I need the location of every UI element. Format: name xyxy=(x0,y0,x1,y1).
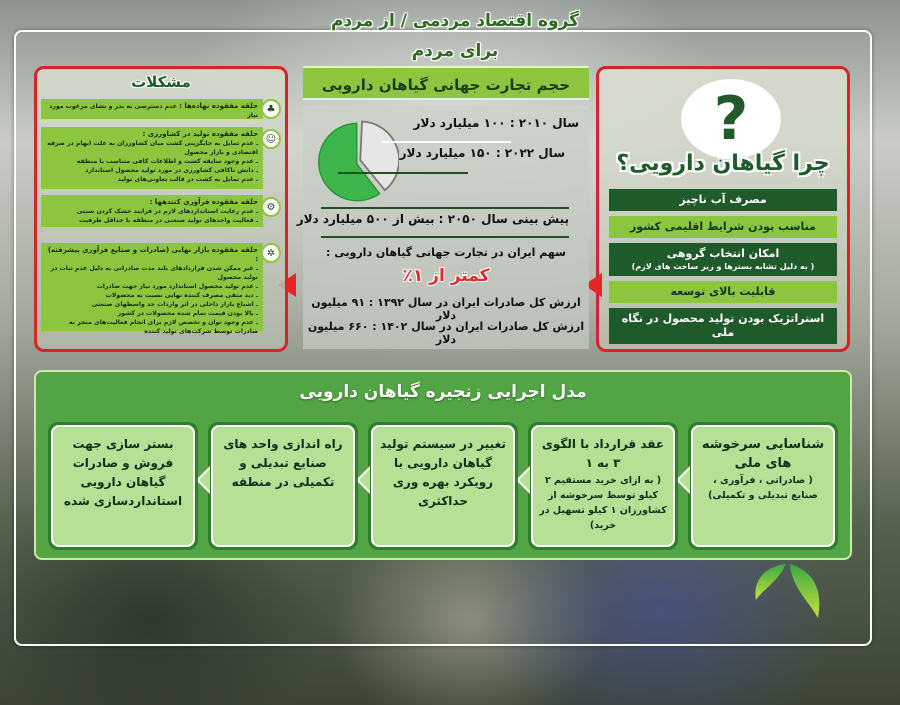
why-item-label: امکان انتخاب گروهی xyxy=(666,247,780,260)
problem-heading: حلقه مفقوده فرآوری کنندهها : xyxy=(149,198,258,206)
problem-line: ـ عدم تمایل به کشت در قالب تعاونی‌های تولید xyxy=(117,176,258,183)
page-title: گروه اقتصاد مردمی / از مردم برای مردم xyxy=(330,11,580,61)
chevron-left-icon xyxy=(516,466,530,494)
problem-heading: حلقه مفقوده بازار نهایی (صادرات و صنایع فرآوری پیشرفته) : xyxy=(47,246,258,263)
divider xyxy=(321,236,569,238)
model-step-2 xyxy=(528,422,678,550)
problem-line: ـ فعالیت واحدهای تولید صنعتی در منطقه با حداقل ظرفیت xyxy=(79,217,258,224)
step-main: عقد قرارداد با الگوی ۳ به ۱ xyxy=(541,437,665,470)
model-step-content xyxy=(691,425,835,547)
global-trade-panel xyxy=(296,66,589,349)
model-step-4 xyxy=(208,422,358,550)
problem-line: ـ دانش ناکافی کشاورزی در مورد تولید محصول استاندارد xyxy=(85,167,258,174)
iran-share-caption: سهم ایران در تجارت جهانی گیاهان دارویی : xyxy=(326,246,566,259)
problem-item xyxy=(41,195,263,227)
problem-item xyxy=(41,127,263,189)
problem-line: ـ عدم وجود توان و تخصص لازم برای انجام فعالیت‌های منجر به صادرات توسط شرکت‌های تولید کننده xyxy=(69,319,258,335)
model-step-1 xyxy=(688,422,838,550)
problems-panel xyxy=(34,66,288,352)
export-1402: ارزش کل صادرات ایران در سال ۱۴۰۲ : ۶۶۰ میلیون دلار xyxy=(307,320,585,346)
model-title: مدل اجرایی زنجیره گیاهان دارویی xyxy=(299,382,587,402)
export-1392: ارزش کل صادرات ایران در سال ۱۳۹۲ : ۹۱ میلیون دلار xyxy=(311,296,581,322)
divider xyxy=(381,141,511,143)
step-main: تغییر در سیستم تولید گیاهان دارویی با رویکرد بهره وری حداکثری xyxy=(380,437,506,508)
model-step-content xyxy=(211,425,355,547)
seedling-icon: ♣ xyxy=(261,99,281,119)
problem-heading: حلقه مفقوده نهاده‌ها : xyxy=(179,102,258,110)
problem-line: ـ بالا بودن قیمت تمام شده محصولات در کشور xyxy=(117,310,258,317)
why-title: چرا گیاهان دارویی؟ xyxy=(616,151,830,176)
why-item xyxy=(609,189,837,211)
divider xyxy=(321,207,569,209)
why-item xyxy=(609,281,837,303)
why-item-label: مناسب بودن شرایط اقلیمی کشور xyxy=(630,220,816,233)
step-main: بستر سازی جهت فروش و صادرات گیاهان دارویی استانداردسازی شده xyxy=(63,437,183,508)
question-mark-icon: ? xyxy=(681,79,781,159)
trade-2010: سال ۲۰۱۰ : ۱۰۰ میلیارد دلار xyxy=(413,116,579,130)
why-list xyxy=(609,189,837,349)
divider xyxy=(338,172,468,174)
model-step-5 xyxy=(48,422,198,550)
why-item xyxy=(609,243,837,276)
trade-title: حجم تجارت جهانی گیاهان دارویی xyxy=(303,66,589,100)
problem-line: ـ عدم تمایل به جایگزینی کشت میان کشاورزان به علت ابهام در صرفه اقتصادی و بازار محصول xyxy=(47,140,258,156)
chevron-left-icon xyxy=(196,466,210,494)
step-main: راه اندازی واحد های صنایع تبدیلی و تکمیلی در منطقه xyxy=(223,437,343,489)
why-medicinal-plants-panel xyxy=(596,66,850,352)
problem-line: عدم دسترسی به بذر و نشای مرغوب مورد نیاز xyxy=(49,103,258,119)
farmers-group-icon: ☺ xyxy=(261,129,281,149)
why-item xyxy=(609,308,837,344)
problem-line: ـ اشباع بازار داخلی در اثر واردات حد واسطهای صنعتی xyxy=(91,301,258,308)
trade-forecast-2050: پیش بینی سال ۲۰۵۰ : بیش از ۵۰۰ میلیارد دلار xyxy=(296,212,569,226)
problem-line: ـ غیر ممکن شدن قراردادهای بلند مدت صادراتی به دلیل عدم ثبات در تولید محصول xyxy=(50,265,258,281)
problem-line: ـ عدم رعایت استانداردهای لازم در فرایند خشک کردن سنتی xyxy=(76,208,258,215)
trade-body xyxy=(296,106,589,349)
market-gears-icon: ✲ xyxy=(261,243,281,263)
iran-share-value: کمتر از ۱٪ xyxy=(402,266,490,286)
step-sub: ( صادراتی ، فرآوری ، صنایع تبدیلی و تکمیلی) xyxy=(708,475,818,501)
step-sub: ( به ازای خرید مستقیم ۲ کیلو توسط سرخوشه از کشاورزان ۱ کیلو تسهیل در خرید) xyxy=(539,475,667,531)
why-item-label: مصرف آب ناچیز xyxy=(679,193,767,206)
model-step-3 xyxy=(368,422,518,550)
problem-heading: حلقه مفقوده تولید در کشاورزی : xyxy=(142,130,258,138)
why-item-sub: ( به دلیل تشابه بسترها و زیر ساخت های لازم) xyxy=(631,262,815,271)
problem-line: ـ دید منفی مصرف کننده نهایی نسبت به محصولات xyxy=(105,292,258,299)
conveyor-factory-icon: ⚙ xyxy=(261,197,281,217)
step-main: شناسایی سرخوشه های ملی xyxy=(701,437,825,471)
trade-2022: سال ۲۰۲۲ : ۱۵۰ میلیارد دلار xyxy=(399,146,565,160)
problem-line: ـ عدم تولید محصول استاندارد مورد نیاز جهت صادرات xyxy=(96,283,258,290)
chevron-left-icon xyxy=(676,466,690,494)
problem-item xyxy=(41,243,263,335)
chevron-left-icon xyxy=(356,466,370,494)
problem-line: ـ عدم وجود سابقه کشت و اطلاعات کافی متناسب با منطقه xyxy=(76,158,258,165)
leaves-icon xyxy=(748,560,828,625)
pie-chart-icon xyxy=(311,118,399,206)
model-step-content xyxy=(531,425,675,547)
why-item-label: قابلیت بالای توسعه xyxy=(670,285,776,298)
execution-model-section xyxy=(34,370,852,560)
problems-title: مشکلات xyxy=(131,73,191,91)
model-step-content xyxy=(371,425,515,547)
why-item xyxy=(609,216,837,238)
model-step-content xyxy=(51,425,195,547)
why-item-label: استراتژیک بودن تولید محصول در نگاه ملی xyxy=(621,312,825,339)
problem-item xyxy=(41,99,263,119)
